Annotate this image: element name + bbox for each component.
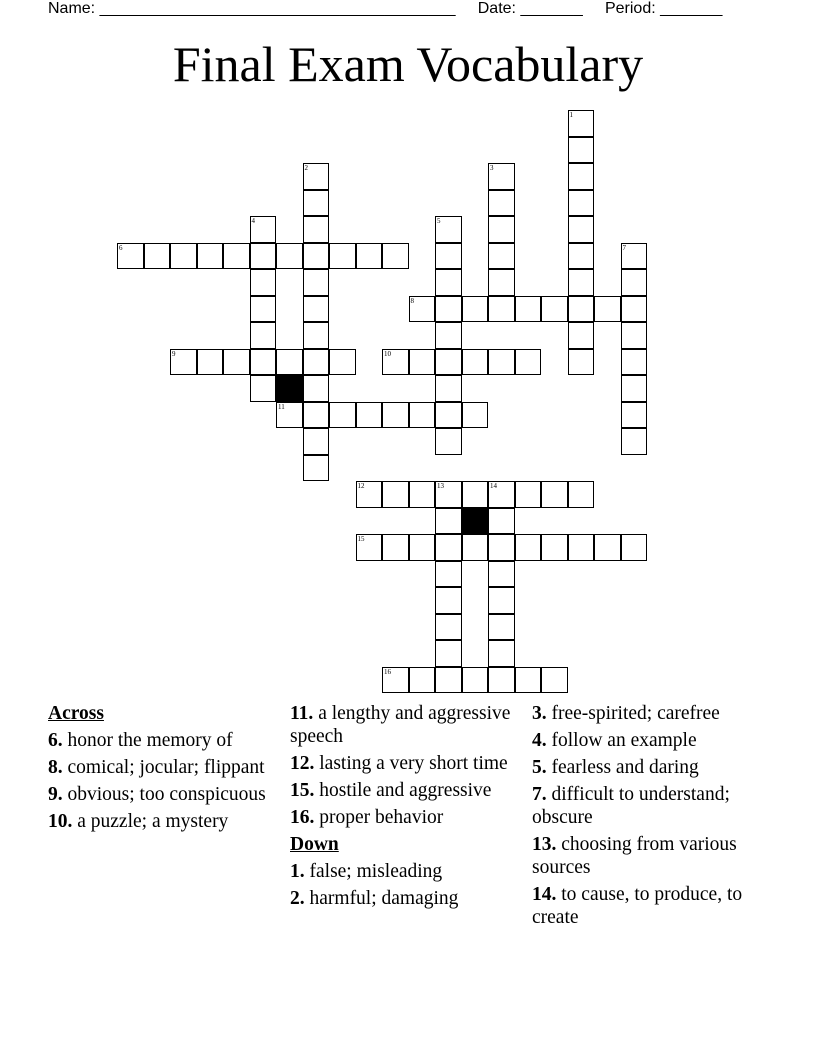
crossword-cell[interactable] <box>250 269 277 296</box>
crossword-cell[interactable] <box>488 296 515 323</box>
crossword-cell[interactable] <box>621 428 648 455</box>
crossword-cell[interactable] <box>435 614 462 641</box>
crossword-cell[interactable] <box>303 402 330 429</box>
crossword-cell[interactable] <box>462 296 489 323</box>
crossword-cell[interactable] <box>568 296 595 323</box>
crossword-cell[interactable] <box>488 216 515 243</box>
crossword-cell[interactable] <box>435 375 462 402</box>
crossword-cell[interactable] <box>462 667 489 694</box>
crossword-cell[interactable] <box>541 296 568 323</box>
crossword-cell[interactable] <box>329 243 356 270</box>
crossword-cell[interactable] <box>409 349 436 376</box>
crossword-cell[interactable] <box>462 349 489 376</box>
crossword-cell[interactable] <box>568 349 595 376</box>
crossword-cell[interactable] <box>621 243 648 270</box>
crossword-cell[interactable] <box>462 402 489 429</box>
crossword-cell[interactable] <box>488 481 515 508</box>
crossword-cell[interactable] <box>170 349 197 376</box>
crossword-cell[interactable] <box>435 216 462 243</box>
crossword-cell[interactable] <box>568 137 595 164</box>
clue-number: 13 <box>437 482 444 490</box>
clue-number: 10 <box>384 349 391 358</box>
crossword-cell[interactable] <box>435 269 462 296</box>
crossword-cell[interactable] <box>568 534 595 561</box>
crossword-cell[interactable] <box>409 534 436 561</box>
crossword-cell[interactable] <box>303 349 330 376</box>
crossword-cell[interactable] <box>568 216 595 243</box>
crossword-cell[interactable] <box>356 481 383 508</box>
clue-number: 6 <box>119 243 123 252</box>
clue-across-6: 6. honor the memory of <box>48 730 233 751</box>
crossword-cell[interactable] <box>541 534 568 561</box>
crossword-cell[interactable] <box>621 296 648 323</box>
period-field-label: Period: _______ <box>604 0 723 17</box>
clue-down-3: 3. free-spirited; carefree <box>532 703 720 724</box>
clue-across-9: 9. obvious; too conspicuous <box>48 784 266 805</box>
clue-number: 1 <box>569 111 573 119</box>
crossword-cell[interactable] <box>382 534 409 561</box>
crossword-cell[interactable] <box>488 534 515 561</box>
clue-down-1: 1. false; misleading <box>290 861 443 882</box>
clue-number: 11 <box>278 402 285 411</box>
clue-down-14: 14. to cause, to produce, to create <box>532 884 743 928</box>
crossword-cell[interactable] <box>435 428 462 455</box>
clue-number: 3 <box>490 164 494 172</box>
crossword-cell[interactable] <box>568 269 595 296</box>
crossword-cell[interactable] <box>144 243 171 270</box>
clue-number: 16 <box>384 667 391 676</box>
crossword-cell[interactable] <box>329 349 356 376</box>
crossword-cell[interactable] <box>621 534 648 561</box>
crossword-cell[interactable] <box>382 349 409 376</box>
crossword-cell[interactable] <box>488 243 515 270</box>
crossword-cell[interactable] <box>515 296 542 323</box>
crossword-cell[interactable] <box>303 428 330 455</box>
clue-column-1 <box>48 702 280 837</box>
clue-number: 5 <box>437 217 441 225</box>
crossword-cell[interactable] <box>382 402 409 429</box>
crossword-cell[interactable] <box>276 402 303 429</box>
crossword-cell[interactable] <box>435 561 462 588</box>
crossword-cell[interactable] <box>250 322 277 349</box>
crossword-cell[interactable] <box>329 402 356 429</box>
crossword-cell[interactable] <box>515 534 542 561</box>
crossword-cell[interactable] <box>250 243 277 270</box>
crossword-cell[interactable] <box>303 375 330 402</box>
crossword-cell[interactable] <box>435 349 462 376</box>
crossword-cell[interactable] <box>303 216 330 243</box>
clue-number: 7 <box>622 243 626 252</box>
crossword-cell[interactable] <box>409 296 436 323</box>
crossword-cell[interactable] <box>303 296 330 323</box>
clue-across-16: 16. proper behavior <box>290 807 444 828</box>
crossword-cell[interactable] <box>356 534 383 561</box>
clue-number: 12 <box>357 482 365 490</box>
crossword-cell[interactable] <box>594 534 621 561</box>
clue-column-3 <box>532 702 772 933</box>
crossword-cell[interactable] <box>303 322 330 349</box>
crossword-cell[interactable] <box>382 667 409 694</box>
crossword-cell[interactable] <box>568 190 595 217</box>
crossword-cell[interactable] <box>435 640 462 667</box>
crossword-cell[interactable] <box>568 481 595 508</box>
clue-across-11: 11. a lengthy and aggressive speech <box>290 703 511 747</box>
crossword-cell[interactable] <box>515 481 542 508</box>
black-square <box>462 508 489 535</box>
crossword-cell[interactable] <box>621 269 648 296</box>
crossword-cell[interactable] <box>621 322 648 349</box>
crossword-cell[interactable] <box>409 402 436 429</box>
crossword-cell[interactable] <box>276 243 303 270</box>
crossword-cell[interactable] <box>435 534 462 561</box>
crossword-cell[interactable] <box>250 216 277 243</box>
name-field-label: Name: ________________________________________ <box>48 0 456 17</box>
crossword-cell[interactable] <box>568 322 595 349</box>
clue-down-5: 5. fearless and daring <box>532 757 699 778</box>
crossword-cell[interactable] <box>382 481 409 508</box>
crossword-cell[interactable] <box>515 349 542 376</box>
clue-across-8: 8. comical; jocular; flippant <box>48 757 265 778</box>
crossword-cell[interactable] <box>250 296 277 323</box>
crossword-cell[interactable] <box>435 243 462 270</box>
crossword-cell[interactable] <box>568 110 595 137</box>
clue-column-2 <box>290 702 522 914</box>
clue-across-15: 15. hostile and aggressive <box>290 780 492 801</box>
crossword-cell[interactable] <box>409 667 436 694</box>
crossword-cell[interactable] <box>435 296 462 323</box>
crossword-cell[interactable] <box>356 402 383 429</box>
clue-down-4: 4. follow an example <box>532 730 697 751</box>
crossword-cell[interactable] <box>462 481 489 508</box>
crossword-cell[interactable] <box>223 349 250 376</box>
crossword-cell[interactable] <box>435 481 462 508</box>
crossword-cell[interactable] <box>488 667 515 694</box>
crossword-cell[interactable] <box>594 296 621 323</box>
clue-number: 15 <box>357 535 365 543</box>
down-heading: Down <box>290 834 339 855</box>
crossword-cell[interactable] <box>197 243 224 270</box>
crossword-cell[interactable] <box>435 667 462 694</box>
clue-number: 9 <box>172 349 176 358</box>
crossword-cell[interactable] <box>488 349 515 376</box>
crossword-cell[interactable] <box>488 587 515 614</box>
crossword-cell[interactable] <box>303 455 330 482</box>
clue-number: 2 <box>304 164 308 172</box>
page-title: Final Exam Vocabulary <box>172 36 644 92</box>
crossword-cell[interactable] <box>409 481 436 508</box>
crossword-cell[interactable] <box>223 243 250 270</box>
crossword-cell[interactable] <box>621 349 648 376</box>
clue-down-7: 7. difficult to understand; obscure <box>532 784 730 828</box>
crossword-cell[interactable] <box>541 667 568 694</box>
crossword-cell[interactable] <box>276 349 303 376</box>
crossword-cell[interactable] <box>382 243 409 270</box>
crossword-cell[interactable] <box>117 243 144 270</box>
clue-across-10: 10. a puzzle; a mystery <box>48 811 229 832</box>
clue-down-13: 13. choosing from various sources <box>532 834 737 878</box>
crossword-cell[interactable] <box>568 243 595 270</box>
date-field-label: Date: _______ <box>477 0 583 17</box>
crossword-cell[interactable] <box>488 190 515 217</box>
crossword-cell[interactable] <box>621 402 648 429</box>
crossword-cell[interactable] <box>488 508 515 535</box>
across-heading: Across <box>48 703 104 724</box>
crossword-cell[interactable] <box>170 243 197 270</box>
crossword-cell[interactable] <box>303 243 330 270</box>
crossword-cell[interactable] <box>303 190 330 217</box>
crossword-cell[interactable] <box>488 163 515 190</box>
crossword-cell[interactable] <box>568 163 595 190</box>
clue-down-2: 2. harmful; damaging <box>290 888 459 909</box>
crossword-cell[interactable] <box>250 375 277 402</box>
crossword-cell[interactable] <box>435 508 462 535</box>
crossword-cell[interactable] <box>250 349 277 376</box>
clue-number: 14 <box>490 482 497 490</box>
crossword-cell[interactable] <box>541 481 568 508</box>
crossword-cell[interactable] <box>488 269 515 296</box>
crossword-cell[interactable] <box>488 640 515 667</box>
crossword-cell[interactable] <box>435 587 462 614</box>
clue-number: 4 <box>251 217 255 225</box>
crossword-cell[interactable] <box>303 163 330 190</box>
clue-across-12: 12. lasting a very short time <box>290 753 508 774</box>
crossword-cell[interactable] <box>435 322 462 349</box>
crossword-cell[interactable] <box>303 269 330 296</box>
crossword-cell[interactable] <box>515 667 542 694</box>
black-square <box>276 375 303 402</box>
crossword-cell[interactable] <box>197 349 224 376</box>
crossword-cell[interactable] <box>488 614 515 641</box>
crossword-cell[interactable] <box>356 243 383 270</box>
crossword-cell[interactable] <box>435 402 462 429</box>
crossword-cell[interactable] <box>462 534 489 561</box>
crossword-cell[interactable] <box>621 375 648 402</box>
crossword-cell[interactable] <box>488 561 515 588</box>
clue-number: 8 <box>410 296 414 305</box>
